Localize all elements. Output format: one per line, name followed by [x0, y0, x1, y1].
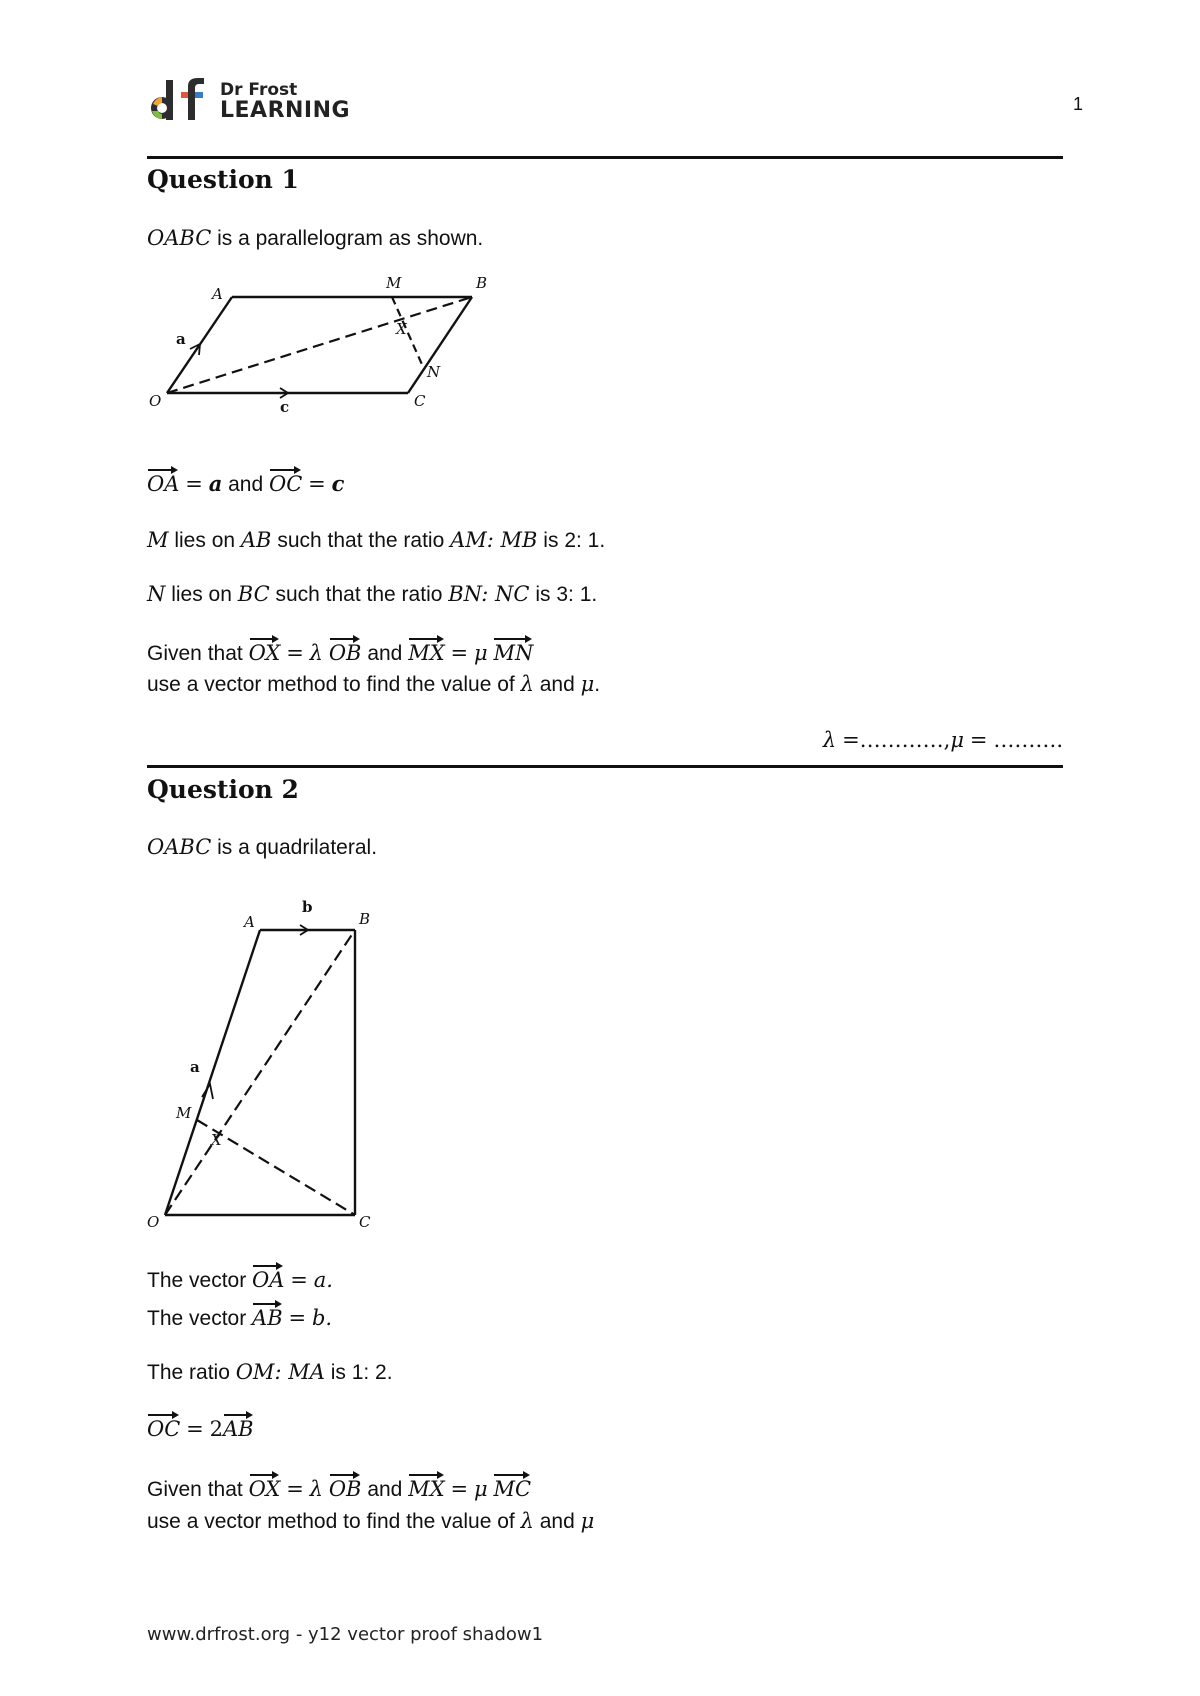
q1-answer-lambda: λ: [822, 728, 837, 752]
q1-label-vec-c: c: [280, 398, 290, 416]
q2-ratio-t1: The ratio: [147, 1361, 236, 1384]
q2-oc-line: [147, 1412, 254, 1443]
logo: [150, 74, 360, 126]
q1-method-lambda: λ: [520, 672, 534, 696]
q2-vec-ab2: AB: [223, 1412, 254, 1442]
q2-method: [147, 1508, 594, 1535]
q2-label-x: X: [211, 1131, 222, 1149]
logo-line1: Dr Frost: [220, 80, 298, 100]
q2-oc-eq: =: [186, 1417, 204, 1441]
q2-vec-mc: MC: [493, 1472, 531, 1502]
q1-answer-eq2: =: [969, 728, 988, 752]
q1-vec-mn: MN: [493, 636, 533, 666]
q2-given: [147, 1472, 531, 1503]
q1-vec-oc: OC: [269, 467, 302, 497]
q2-top-rule: [147, 765, 1063, 768]
q1-m-condition: [147, 527, 605, 554]
q2-label-vec-b: b: [302, 898, 313, 916]
q1-method-text: use a vector method to find the value of: [147, 673, 521, 696]
q1-m-t2: such that the ratio: [271, 529, 451, 552]
q1-method-end: .: [594, 673, 601, 696]
q1-diagram: [140, 265, 500, 415]
q2-label-c: C: [359, 1213, 371, 1231]
q2-line-ab: [147, 1301, 332, 1332]
q1-answer-eq1: =: [842, 728, 860, 752]
q1-label-x: X: [396, 320, 407, 338]
q1-n-t3: is: [529, 583, 557, 606]
q1-method-and: and: [533, 673, 581, 696]
q1-label-n: N: [427, 363, 441, 381]
q1-c-bold: c: [331, 471, 345, 496]
footer-text: www.drfrost.org - y12 vector proof shadow1: [147, 1624, 544, 1645]
q1-intro-text: is a parallelogram as shown.: [211, 227, 484, 250]
q2-vec-ob: OB: [329, 1472, 362, 1502]
q2-vec-ab: AB: [252, 1301, 283, 1331]
q1-given-mu: μ: [473, 641, 488, 665]
q2-line2-eq: =: [288, 1306, 307, 1330]
q2-intro: [147, 834, 377, 861]
q2-label-vec-a: a: [190, 1058, 200, 1076]
q1-m-t3: is: [537, 529, 565, 552]
q2-label-o: O: [147, 1213, 160, 1231]
q2-method-mu: μ: [580, 1509, 595, 1533]
q1-m-ab: AB: [240, 528, 272, 552]
q1-m-value: 2: 1.: [564, 529, 606, 552]
q1-vec-oa: OA: [147, 467, 179, 497]
q1-intro-math: OABC: [147, 226, 212, 250]
q2-line2-val: b.: [311, 1306, 333, 1330]
q1-top-rule: [147, 156, 1063, 159]
q2-vec-mx: MX: [408, 1472, 444, 1502]
q1-vector-definitions: [147, 467, 344, 498]
q1-method-mu: μ: [580, 672, 595, 696]
q2-ratio-num: 1: 2.: [351, 1361, 393, 1384]
q1-eq1: =: [185, 472, 203, 496]
q1-n-t1: lies on: [165, 583, 238, 606]
q2-label-a: A: [244, 913, 255, 931]
q2-given-lambda: λ: [309, 1477, 323, 1501]
q1-label-c: C: [414, 392, 426, 410]
q1-answer-mu: μ: [950, 728, 965, 752]
q2-vec-oc: OC: [147, 1412, 180, 1442]
q1-answer-dots2: ……….: [993, 728, 1063, 752]
q2-line1-val: a.: [313, 1268, 333, 1292]
q2-method-lambda: λ: [520, 1509, 534, 1533]
q1-given: [147, 636, 533, 667]
q2-ratio: [147, 1359, 393, 1386]
q2-title: Question 2: [147, 775, 299, 804]
q2-line1-text: The vector: [147, 1269, 253, 1292]
q2-ratio-t2: is: [324, 1361, 352, 1384]
q2-ratio-value: OM: MA: [235, 1360, 325, 1384]
q2-diagram: [140, 890, 400, 1240]
q1-eq2: =: [308, 472, 326, 496]
q1-label-m: M: [386, 274, 402, 292]
q2-given-t1: Given that: [147, 1478, 249, 1501]
q1-n-bc: BC: [237, 582, 270, 606]
q1-vec-ox: OX: [249, 636, 281, 666]
q1-label-vec-a: a: [176, 330, 186, 348]
q1-n-value: 3: 1.: [556, 583, 598, 606]
q2-line-oa: [147, 1263, 333, 1294]
q1-and: and: [222, 473, 270, 496]
q2-intro-text: is a quadrilateral.: [211, 836, 378, 859]
q1-intro: [147, 225, 483, 252]
q2-given-eq1: =: [286, 1477, 304, 1501]
q2-line1-eq: =: [290, 1268, 308, 1292]
q2-method-and: and: [533, 1510, 581, 1533]
logo-mark-icon: [150, 76, 210, 124]
q1-m-t1: lies on: [168, 529, 241, 552]
q1-answer-line: [823, 727, 1063, 754]
q2-given-mu: μ: [473, 1477, 488, 1501]
q1-method: [147, 671, 600, 698]
q1-m-ratio: AM: MB: [450, 528, 538, 552]
q2-side-oa: [165, 930, 260, 1215]
q2-label-m: M: [176, 1104, 192, 1122]
q1-n-condition: [147, 581, 597, 608]
q2-line2-text: The vector: [147, 1307, 253, 1330]
q1-m-var: M: [147, 528, 169, 552]
q1-a-bold: a: [208, 471, 223, 496]
q2-label-b: B: [359, 910, 371, 928]
q1-label-b: B: [476, 274, 488, 292]
q1-answer-dots1: …………,: [859, 728, 951, 752]
q2-given-and: and: [361, 1478, 409, 1501]
q2-vec-ox: OX: [249, 1472, 281, 1502]
q2-oc-two: 2: [209, 1417, 223, 1441]
q1-given-eq1: =: [286, 641, 304, 665]
q1-given-eq2: =: [450, 641, 469, 665]
q1-vec-mx: MX: [408, 636, 444, 666]
q2-method-text: use a vector method to find the value of: [147, 1510, 521, 1533]
logo-line2: LEARNING: [220, 98, 351, 123]
q2-intro-math: OABC: [147, 835, 212, 859]
q2-vec-oa: OA: [252, 1263, 284, 1293]
q1-given-and: and: [361, 642, 409, 665]
q1-label-o: O: [149, 392, 162, 410]
q1-n-var: N: [147, 582, 166, 606]
q1-n-t2: such that the ratio: [269, 583, 449, 606]
q1-vec-ob: OB: [329, 636, 362, 666]
q1-n-ratio: BN: NC: [448, 582, 530, 606]
q1-label-a: A: [212, 285, 223, 303]
q1-title: Question 1: [147, 165, 299, 194]
q1-given-lambda: λ: [309, 641, 323, 665]
q2-given-eq2: =: [450, 1477, 469, 1501]
page-number: 1: [1073, 94, 1084, 114]
q1-given-t1: Given that: [147, 642, 249, 665]
